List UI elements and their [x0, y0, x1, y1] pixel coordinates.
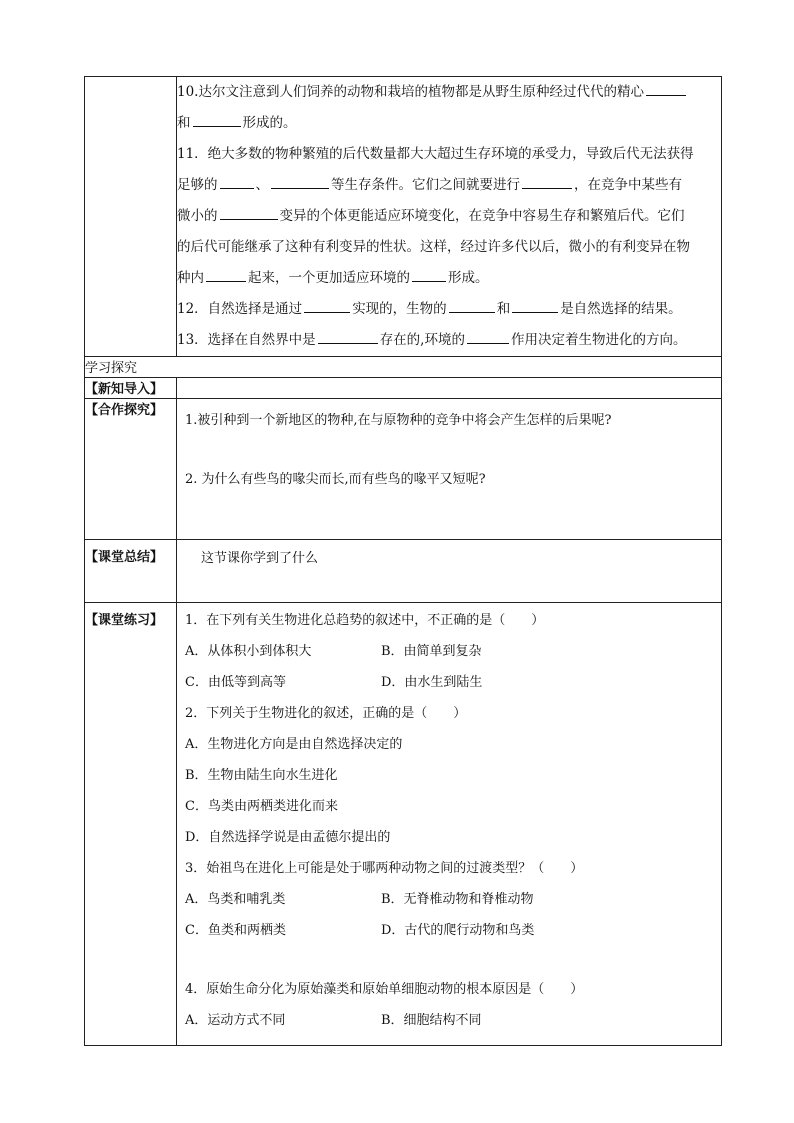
- option-b[interactable]: B．由简单到复杂: [381, 644, 482, 659]
- review-content: [177, 77, 722, 357]
- option-b[interactable]: B．生物由陆生向水生进化: [185, 768, 338, 783]
- practice-q3-options-ab: [185, 884, 713, 915]
- q11-line2: 足够的 、 等生存条件。它们之间就要进行 ，在竞争中某些有: [177, 170, 721, 201]
- practice-q4: 4．原始生命分化为原始藻类和原始单细胞动物的根本原因是（ ）: [185, 982, 584, 997]
- option-a[interactable]: A．运动方式不同: [185, 1013, 286, 1028]
- practice-q3: 3．始祖鸟在进化上可能是处于哪两种动物之间的过渡类型？（ ）: [185, 861, 584, 876]
- option-b[interactable]: B．细胞结构不同: [381, 1013, 482, 1028]
- option-a[interactable]: A．从体积小到体积大: [185, 644, 312, 659]
- option-c[interactable]: C．鱼类和两栖类: [185, 923, 286, 938]
- blank[interactable]: [220, 205, 278, 220]
- explore-q1: 1.被引种到一个新地区的物种,在与原物种的竞争中将会产生怎样的后果呢?: [185, 413, 612, 428]
- cooperate-content: [177, 399, 722, 540]
- option-d[interactable]: D．由水生到陆生: [381, 675, 483, 690]
- review-label-cell: [85, 77, 177, 357]
- blank[interactable]: [193, 112, 241, 127]
- q11-line5: 种内 起来，一个更加适应环境的 形成。: [177, 263, 721, 294]
- q11-line4: 的后代可能继承了这种有利变异的性状。这样，经过许多代以后，微小的有利变异在物: [177, 239, 690, 255]
- blank[interactable]: [522, 174, 572, 189]
- option-d[interactable]: D．古代的爬行动物和鸟类: [381, 923, 535, 938]
- study-heading-row: [85, 357, 722, 378]
- practice-label: 【课堂练习】: [85, 603, 177, 1046]
- option-a[interactable]: A．生物进化方向是由自然选择决定的: [185, 737, 403, 752]
- explore-q2: 2. 为什么有些鸟的喙尖而长,而有些鸟的喙平又短呢?: [185, 472, 486, 487]
- blank[interactable]: [220, 174, 254, 189]
- new-intro-content: [177, 378, 722, 399]
- practice-q4-options-ab: [185, 1005, 713, 1036]
- practice-content: [177, 603, 722, 1046]
- new-intro-row: [85, 378, 722, 399]
- lesson-table: [84, 76, 722, 1046]
- review-row: [85, 77, 722, 357]
- q11-line3: 微小的 变异的个体更能适应环境变化，在竞争中容易生存和繁殖后代。它们: [177, 201, 721, 232]
- option-c[interactable]: C．鸟类由两栖类进化而来: [185, 799, 338, 814]
- blank[interactable]: [206, 267, 246, 282]
- practice-q1-options-cd: [185, 667, 713, 698]
- section-title: 学习探究: [85, 357, 722, 378]
- q12-line: 12．自然选择是通过 实现的，生物的 和 是自然选择的结果。: [177, 294, 721, 325]
- blank[interactable]: [318, 329, 378, 344]
- blank[interactable]: [646, 81, 686, 96]
- option-b[interactable]: B．无脊椎动物和脊椎动物: [381, 892, 534, 907]
- q10-line1: 10.达尔文注意到人们饲养的动物和栽培的植物都是从野生原种经过代代的精心: [177, 77, 721, 108]
- new-intro-label: 【新知导入】: [85, 378, 177, 399]
- blank[interactable]: [412, 267, 446, 282]
- q11-line1: 11．绝大多数的物种繁殖的后代数量都大大超过生存环境的承受力，导致后代无法获得: [177, 146, 694, 162]
- blank[interactable]: [271, 174, 329, 189]
- summary-row: [85, 540, 722, 603]
- summary-label: 【课堂总结】: [85, 540, 177, 603]
- blank[interactable]: [449, 298, 495, 313]
- practice-q3-options-cd: [185, 915, 713, 946]
- blank[interactable]: [467, 329, 509, 344]
- summary-prompt: 这节课你学到了什么: [201, 551, 319, 566]
- q10-line2: 和 形成的。: [177, 108, 721, 139]
- practice-q1: 1．在下列有关生物进化总趋势的叙述中，不正确的是（ ）: [185, 613, 545, 628]
- summary-content: [177, 540, 722, 603]
- practice-q1-options-ab: [185, 636, 713, 667]
- option-d[interactable]: D．自然选择学说是由孟德尔提出的: [185, 830, 391, 845]
- blank[interactable]: [304, 298, 350, 313]
- q13-line: 13．选择在自然界中是 存在的,环境的 作用决定着生物进化的方向。: [177, 325, 721, 356]
- practice-q2: 2．下列关于生物进化的叙述，正确的是（ ）: [185, 706, 467, 721]
- option-c[interactable]: C．由低等到高等: [185, 675, 286, 690]
- cooperate-row: [85, 399, 722, 540]
- practice-row: [85, 603, 722, 1046]
- option-a[interactable]: A．鸟类和哺乳类: [185, 892, 286, 907]
- blank[interactable]: [512, 298, 558, 313]
- cooperate-label: 【合作探究】: [85, 399, 177, 540]
